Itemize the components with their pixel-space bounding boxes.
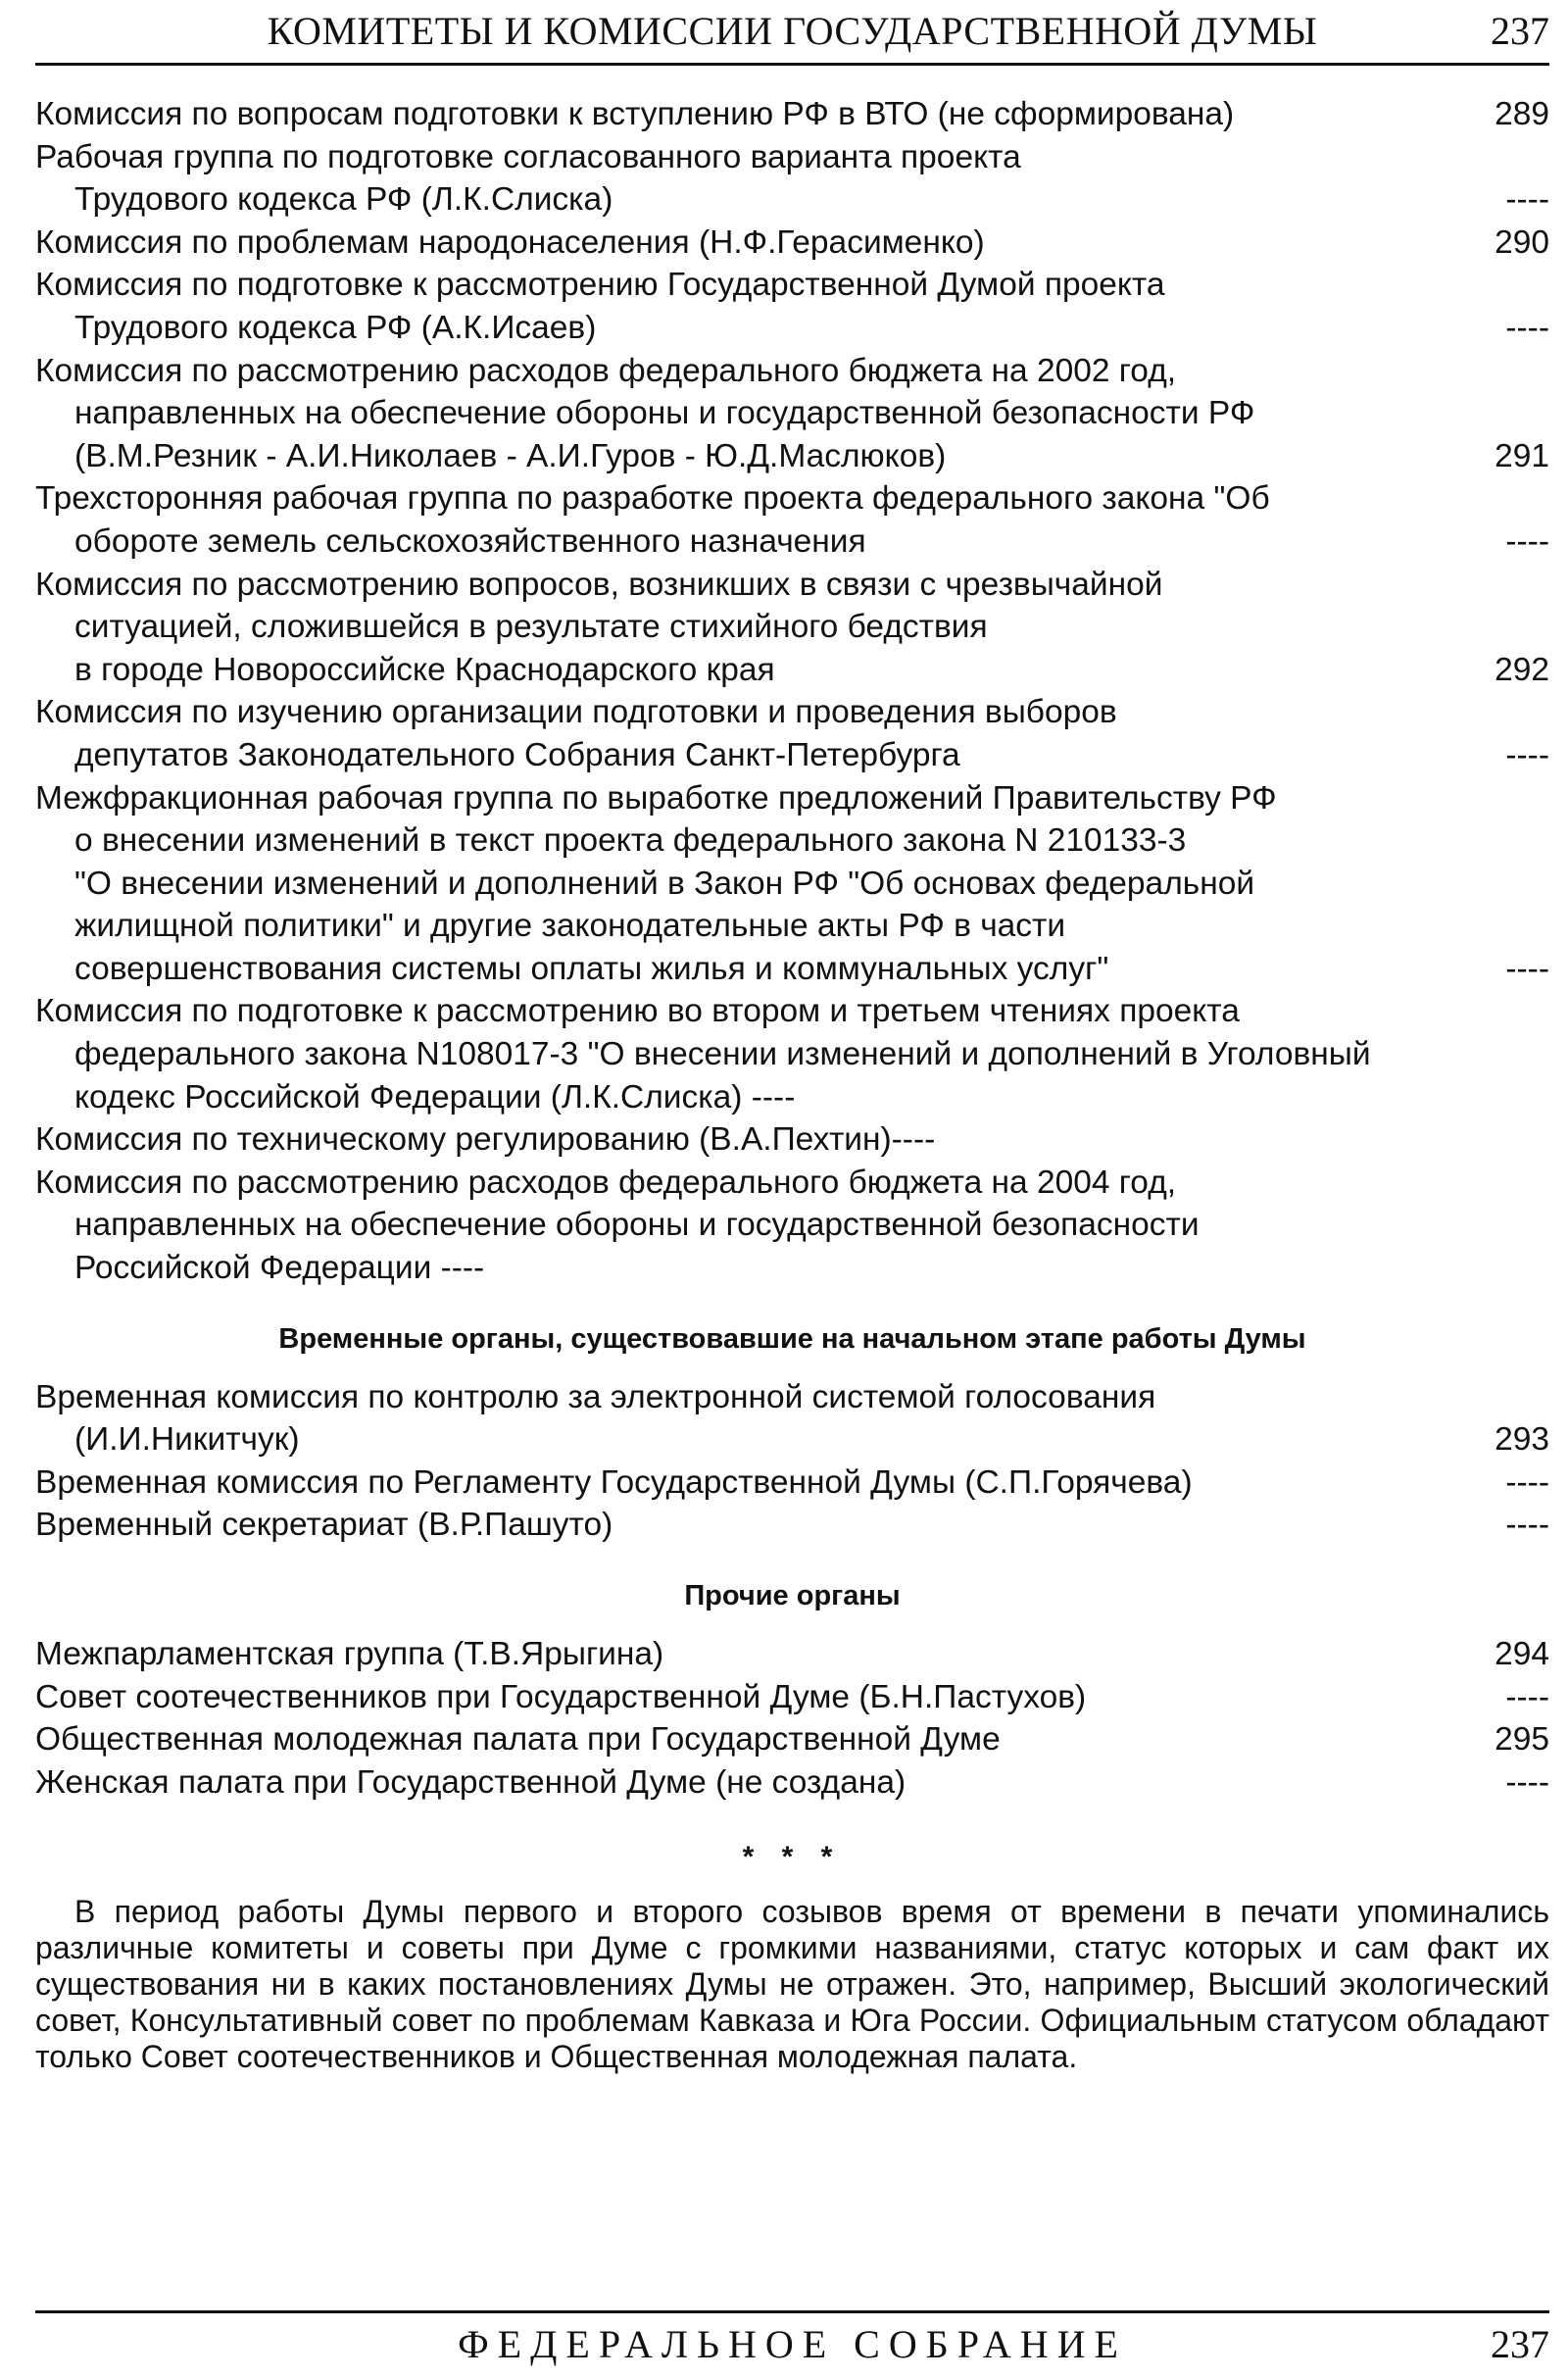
toc-entry-page: 293 [1494, 1421, 1549, 1459]
toc-entry-line: депутатов Законодательного Собрания Санкт-Петербурга [74, 736, 960, 773]
toc-entry-page: ---- [1505, 736, 1549, 773]
toc-entry-line: Трудового кодекса РФ (Л.К.Слиска) [74, 181, 613, 219]
toc-entry-line: Женская палата при Государственной Думе (не создана) [35, 1763, 906, 1801]
toc-entry-line: совершенствования системы оплаты жилья и коммунальных услуг" [74, 950, 1109, 987]
toc-entry-line: Российской Федерации ---- [74, 1250, 485, 1287]
toc-entry-page: ---- [1505, 181, 1549, 219]
toc-entry [35, 777, 1549, 991]
toc-entry [35, 222, 1549, 265]
toc-entry-line: ситуацией, сложившейся в результате стихийного бедствия [74, 609, 988, 646]
toc-entry [35, 1761, 1549, 1805]
toc-entry [35, 477, 1549, 563]
page-footer [35, 2321, 1549, 2370]
toc-entry-line: Временный секретариат (В.Р.Пашуто) [35, 1507, 613, 1544]
toc-entry-line: жилищной политики" и другие законодательные акты РФ в части [74, 908, 1066, 945]
toc-entry-page: 289 [1494, 96, 1549, 132]
toc-entry-line: направленных на обеспечение обороны и государственной безопасности [74, 1207, 1200, 1244]
toc-entry-line: Межпарламентская группа (Т.В.Ярыгина) [35, 1636, 664, 1672]
toc-entry-page: ---- [1505, 1678, 1549, 1715]
toc-entry-line: Общественная молодежная палата при Государственной Думе [35, 1721, 1001, 1759]
toc-entry-line: Временная комиссия по контролю за электронной системой голосования [35, 1378, 1156, 1415]
toc-entry-page: ---- [1505, 309, 1549, 346]
toc-entry-line: Комиссия по рассмотрению вопросов, возникших в связи с чрезвычайной [35, 566, 1163, 603]
toc-entry-line: Комиссия по вопросам подготовки к вступлению РФ в ВТО (не сформирована) [35, 96, 1235, 132]
toc-entry-page: 295 [1494, 1721, 1549, 1759]
toc-entry-page: ---- [1505, 950, 1549, 987]
toc-entry-line: Комиссия по подготовке к рассмотрению Государственной Думой проекта [35, 267, 1165, 304]
footer-page-number: 237 [1491, 2322, 1549, 2366]
toc-entry [35, 1118, 1549, 1162]
header-page-number: 237 [1491, 9, 1549, 53]
section-temporary [35, 1319, 1549, 1547]
toc-list-other [35, 1633, 1549, 1804]
footer-title: ФЕДЕРАЛЬНОЕ СОБРАНИЕ [458, 2322, 1127, 2366]
toc-entry-line: Комиссия по изучению организации подготовки и проведения выборов [35, 694, 1117, 731]
toc-entry-line: Рабочая группа по подготовке согласованного варианта проекта [35, 138, 1021, 175]
toc-entry-line: в городе Новороссийске Краснодарского края [74, 651, 775, 688]
toc-entry [35, 93, 1549, 136]
toc-entry-line: Временная комиссия по Регламенту Государственной Думы (С.П.Горячева) [35, 1463, 1193, 1501]
toc-entry-page: 292 [1494, 651, 1549, 688]
toc-entry-line: Комиссия по рассмотрению расходов федерального бюджета на 2002 год, [35, 352, 1177, 389]
page-header [35, 8, 1549, 63]
toc-entry-line: (В.М.Резник - А.И.Николаев - А.И.Гуров - Ю.Д.Маслюков) [74, 437, 947, 474]
toc-entry-page: 291 [1494, 437, 1549, 474]
toc-entry-line: федерального закона N108017-3 "О внесении изменений и дополнений в Уголовный [74, 1036, 1371, 1073]
toc-entry [35, 264, 1549, 349]
toc-entry-line: Комиссия по проблемам народонаселения (Н.Ф.Герасименко) [35, 223, 985, 261]
running-title: КОМИТЕТЫ И КОМИССИИ ГОСУДАРСТВЕННОЙ ДУМЫ [267, 9, 1318, 53]
toc-entry-line: кодекс Российской Федерации (Л.К.Слиска) ---- [74, 1078, 796, 1115]
toc-entry-line: Трудового кодекса РФ (А.К.Исаев) [74, 309, 597, 346]
toc-entry [35, 350, 1549, 478]
toc-entry [35, 1718, 1549, 1761]
toc-entry-line: направленных на обеспечение обороны и государственной безопасности РФ [74, 395, 1255, 432]
toc-entry-page: 294 [1494, 1636, 1549, 1672]
toc-entry-page: ---- [1505, 1763, 1549, 1801]
toc-entry [35, 1633, 1549, 1676]
toc-entry-line: обороте земель сельскохозяйственного назначения [74, 522, 866, 560]
toc-entry [35, 691, 1549, 776]
header-rule [35, 63, 1549, 66]
toc-entry [35, 1504, 1549, 1547]
toc-entry-line: "О внесении изменений и дополнений в Закон РФ "Об основах федеральной [74, 865, 1255, 902]
toc-entry-line: Трехсторонняя рабочая группа по разработке проекта федерального закона "Об [35, 480, 1270, 518]
footer-rule [35, 2310, 1549, 2313]
toc-list [35, 93, 1549, 1290]
section-title-other: Прочие органы [684, 1580, 901, 1611]
toc-entry-line: Межфракционная рабочая группа по выработке предложений Правительству РФ [35, 779, 1277, 817]
toc-entry-line: Комиссия по рассмотрению расходов федерального бюджета на 2004 год, [35, 1164, 1177, 1201]
toc-entry [35, 136, 1549, 222]
toc-entry-page: ---- [1505, 1507, 1549, 1544]
toc-entry-page: 290 [1494, 223, 1549, 261]
toc-entry [35, 1676, 1549, 1719]
toc-entry [35, 1376, 1549, 1462]
toc-entry-line: (И.И.Никитчук) [74, 1421, 300, 1459]
section-separator: * * * [742, 1841, 843, 1874]
section-title-temporary: Временные органы, существовавшие на начальном этапе работы Думы [278, 1322, 1306, 1355]
section-other [35, 1576, 1549, 1804]
toc-entry-page: ---- [1505, 522, 1549, 560]
toc-entry [35, 1162, 1549, 1290]
closing-paragraph: В период работы Думы первого и второго созывов время от времени в печати упоминались различные комитеты и советы при Думе с громкими названиями, статус которых и сам факт их существования ни в каких постановлениях Думы не отражен. Это, например, Высший экологический совет, Консультативный совет по проблемам Кавказа и Юга России. Официальным статусом обладают только Совет соотечественников и Общественная молодежная палата. [35, 1894, 1549, 2075]
page-content [35, 93, 1549, 2075]
toc-list-temporary [35, 1376, 1549, 1547]
toc-entry-line: Комиссия по техническому регулированию (В.А.Пехтин)---- [35, 1121, 936, 1159]
toc-entry [35, 990, 1549, 1118]
toc-entry-line: Комиссия по подготовке к рассмотрению во втором и третьем чтениях проекта [35, 993, 1240, 1030]
toc-entry-line: Совет соотечественников при Государственной Думе (Б.Н.Пастухов) [35, 1678, 1087, 1715]
toc-entry-line: о внесении изменений в текст проекта федерального закона N 210133-3 [74, 822, 1187, 860]
toc-entry-page: ---- [1505, 1463, 1549, 1501]
toc-entry [35, 564, 1549, 692]
toc-entry [35, 1462, 1549, 1505]
